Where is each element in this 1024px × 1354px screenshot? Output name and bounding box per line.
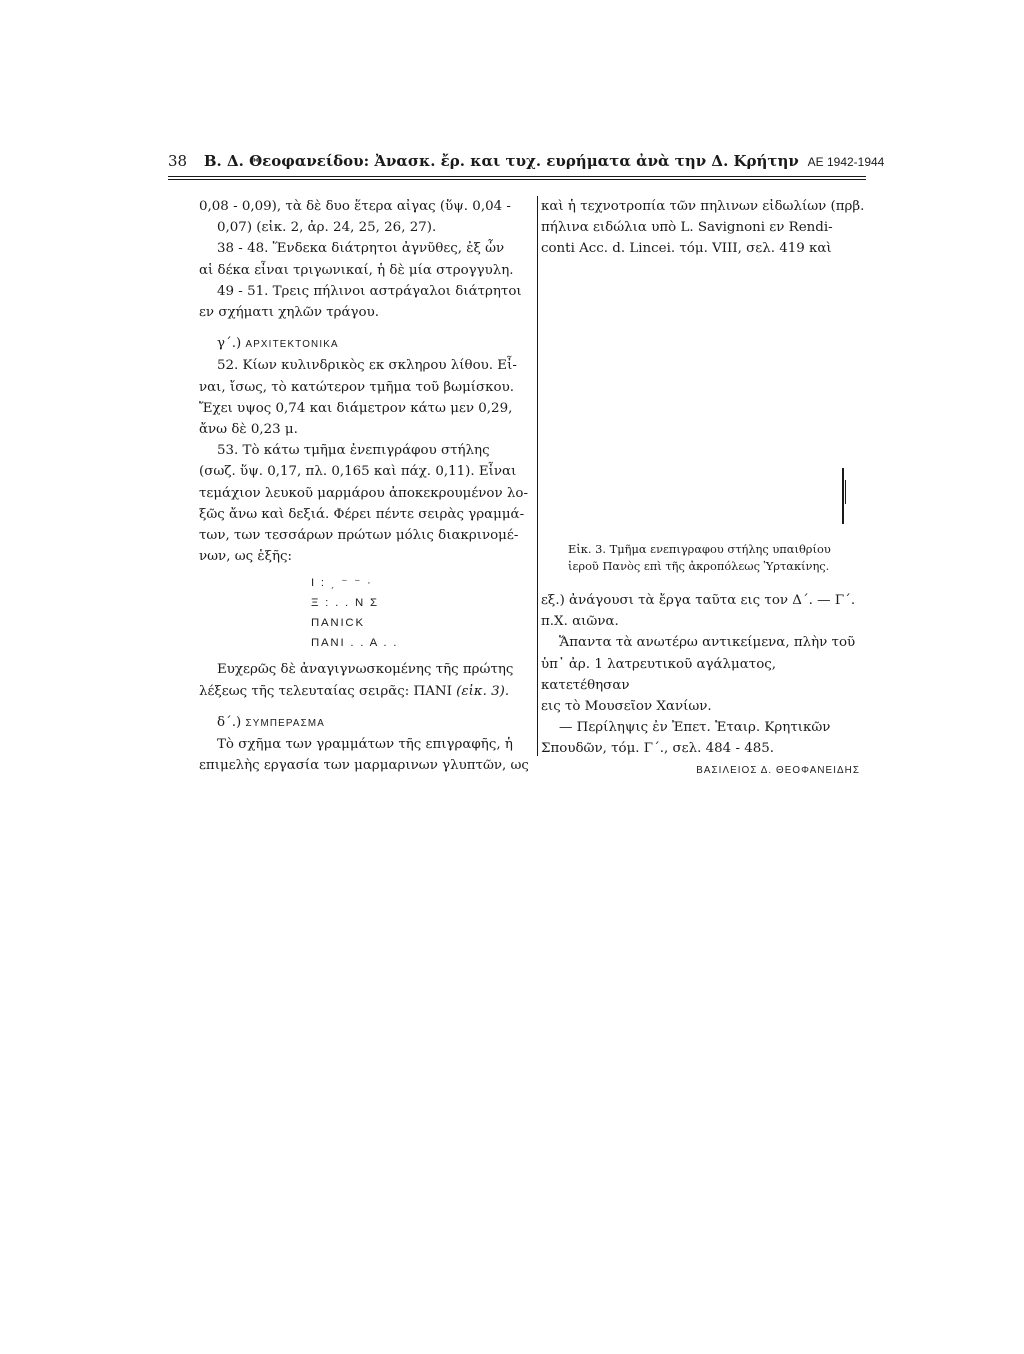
- text-line: — Περίληψις ἐν Ἐπετ. Ἑταιρ. Κρητικῶν: [559, 720, 831, 736]
- text-line: επιμελὴς εργασία των μαρμαρινων γλυπτῶν, ως: [199, 758, 529, 774]
- text-line: καὶ ἡ τεχνοτροπία τῶν πηλινων εἰδωλίων (πρβ.: [541, 199, 865, 214]
- figure-reference: (εἰκ. 3).: [456, 683, 510, 699]
- text-line: Ευχερῶς δὲ ἀναγιγνωσκομένης τῆς πρώτης: [217, 662, 514, 678]
- text-line: των, των τεσσάρων πρώτων μόλις διακρινομέ-: [199, 528, 519, 544]
- text-line: Σπουδῶν, τόμ. Γ΄., σελ. 484 - 485.: [541, 741, 775, 757]
- text-line: ξῶς ἄνω καὶ δεξιά. Φέρει πέντε σειρὰς γραμμά-: [199, 506, 525, 522]
- text-line: π.Χ. αιῶνα.: [541, 614, 619, 630]
- left-column: [199, 196, 535, 776]
- text-line: λέξεως τῆς τελευταίας σειρᾶς: ΠΑΝΙ (εἰκ. 3).: [199, 683, 510, 699]
- text-line: 49 - 51. Τρεις πήλινοι αστράγαλοι διάτρητοι: [217, 283, 522, 299]
- figure-mark: [845, 480, 846, 504]
- figure-caption: [568, 541, 868, 575]
- text-line: τεμάχιον λευκοῦ μαρμάρου ἀποκεκρουμένον λο-: [199, 485, 528, 501]
- inscription-line: ΠΑΝΙϹΚ: [311, 617, 365, 630]
- text-line: Ἔχει υψος 0,74 και διάμετρον κάτω μεν 0,29,: [199, 400, 513, 416]
- text-line: εις τὸ Μουσεῖον Χανίων.: [541, 699, 712, 715]
- inscription-line: Ι : ͵ ⁻ ⁻ ·: [311, 577, 373, 590]
- section-heading-conclusion: δ΄.) ΣΥΜΠΕΡΑΣΜΑ: [217, 714, 325, 730]
- text-line: Τὸ σχῆμα των γραμμάτων τῆς επιγραφῆς, ἡ: [217, 737, 513, 753]
- paragraph-finds-continued: [199, 196, 535, 323]
- header-rule: [168, 176, 866, 177]
- running-title: Β. Δ. Θεοφανείδου: Ἀνασκ. ἔρ. και τυχ. ευρήματα ἀνὰ την Δ. Κρήτην: [203, 152, 799, 170]
- inscription-line: ΠΑΝΙ . . Α . .: [311, 637, 399, 650]
- text-line: ἄνω δὲ 0,23 μ.: [199, 422, 298, 438]
- text-line: (σωζ. ὕψ. 0,17, πλ. 0,165 καὶ πάχ. 0,11). Εἶναι: [199, 464, 517, 480]
- journal-year: ΑΕ 1942-1944: [807, 155, 885, 169]
- paragraph-item-52: [199, 355, 535, 440]
- text-line: conti Acc. d. Lincei. τόμ. VIII, σελ. 419 καὶ: [541, 241, 832, 257]
- text-line: ναι, ἴσως, τὸ κατώτερον τμῆμα τοῦ βωμίσκου.: [199, 379, 514, 395]
- section-heading-architectural: γ΄.) ΑΡΧΙΤΕΚΤΟΝΙΚΑ: [217, 336, 339, 352]
- inscription-transcription: [199, 573, 535, 653]
- text-line: 38 - 48. Ἕνδεκα διάτρητοι ἀγνῦθες, ἐξ ὧν: [217, 241, 505, 257]
- page-header: [168, 152, 885, 174]
- text-line: πήλινα ειδώλια υπὸ L. Savignoni εν Rendi-: [541, 220, 833, 236]
- text-line: αἱ δέκα εἶναι τριγωνικαί, ἡ δὲ μία στρογγυλη.: [199, 262, 514, 278]
- text-line: ὑπ᾽ ἀρ. 1 λατρευτικοῦ αγάλματος, κατετέθησαν: [541, 656, 777, 693]
- inscription-line: Ξ : . . Ν Σ: [311, 597, 379, 610]
- paragraph-reading: [199, 659, 535, 701]
- author-signature: ΒΑΣΙΛΕΙΟΣ Δ. ΘΕΟΦΑΝΕΙΔΗΣ: [696, 764, 860, 776]
- right-column-top: [541, 196, 868, 260]
- page-number: 38: [168, 152, 188, 170]
- header-rule-secondary: [168, 179, 866, 180]
- text-line: 0,07) (εἰκ. 2, ἀρ. 24, 25, 26, 27).: [217, 220, 437, 236]
- text-line: Ἅπαντα τὰ ανωτέρω αντικείμενα, πλὴν τοῦ: [559, 635, 856, 651]
- text-line: νων, ως ἑξῆς:: [199, 549, 292, 565]
- text-line: εξ.) ἀνάγουσι τὰ ἔργα ταῦτα εις τον Δ΄. — Γ΄.: [541, 593, 856, 608]
- figure-mark: [842, 468, 844, 524]
- column-divider: [537, 196, 538, 756]
- paragraph-conclusion: [199, 734, 535, 776]
- paragraph-item-53: [199, 440, 535, 567]
- text-line: 52. Κίων κυλινδρικὸς εκ σκληρου λίθου. Εἶ-: [217, 358, 517, 374]
- right-column-bottom: [541, 590, 868, 781]
- text-line: 53. Τὸ κάτω τμῆμα ἐνεπιγράφου στήλης: [217, 443, 490, 459]
- caption-line: ἱεροῦ Πανὸς επὶ τῆς ἀκροπόλεως Ὑρτακίνης.: [568, 559, 830, 573]
- caption-line: Εἰκ. 3. Τμῆμα ενεπιγραφου στήλης υπαιθρίου: [568, 542, 831, 556]
- text-line: 0,08 - 0,09), τὰ δὲ δυο ἕτερα αἰγας (ὕψ. 0,04 -: [199, 199, 511, 214]
- text-line: εν σχήματι χηλῶν τράγου.: [199, 305, 379, 321]
